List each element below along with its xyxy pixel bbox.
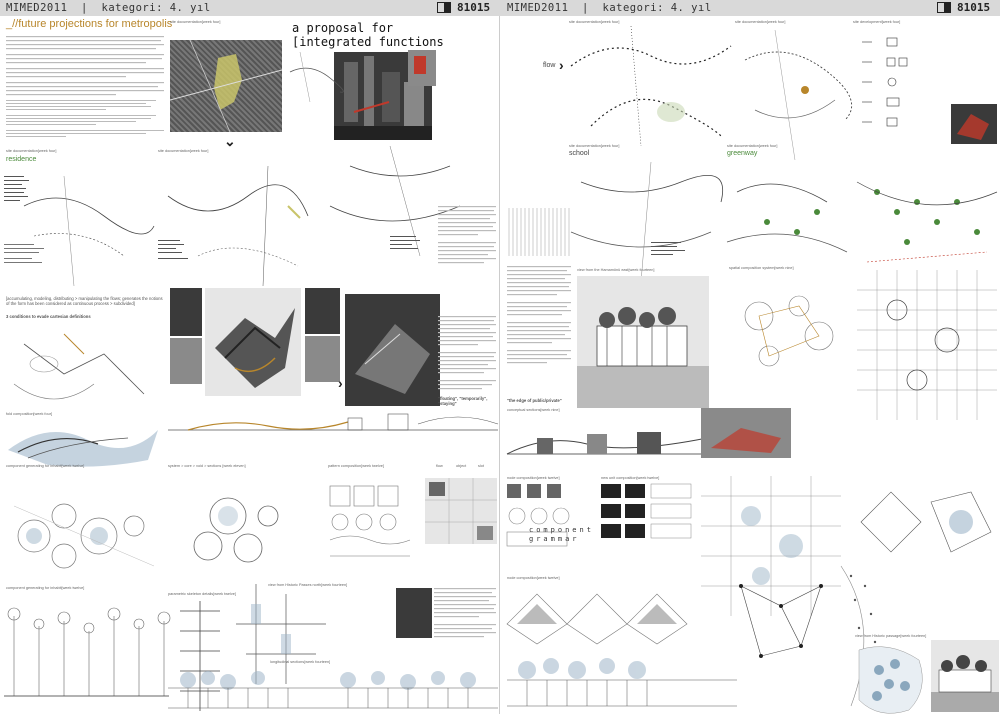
hatched-block xyxy=(509,208,571,256)
header-right-title: MIMED2011 | kategori: 4. yıl xyxy=(507,2,712,14)
unit-composition-grid xyxy=(601,484,701,574)
site-aerial-map xyxy=(170,40,282,132)
proposal-title: a proposal for [integrated functions xyxy=(292,21,444,49)
render-thumb-1 xyxy=(170,288,202,336)
component-grammar-label: component grammar xyxy=(529,526,594,543)
header-right-code xyxy=(937,1,990,14)
left-board xyxy=(0,16,499,714)
fold-sketches xyxy=(851,482,1000,572)
section-heading: component generating for inhabit[week twelve] xyxy=(6,464,85,468)
section-heading: node composition[week twelve] xyxy=(507,476,560,480)
flow-label: flow xyxy=(543,62,556,69)
arrow-down-icon: ⌄ xyxy=(224,133,236,149)
render-thumb-2 xyxy=(170,338,202,384)
flowing-text: "floating", "temporarily", "staying" xyxy=(438,396,488,407)
dotted-site-diagram xyxy=(735,30,850,160)
school-label: school xyxy=(569,150,590,157)
blue-bubble-plan xyxy=(849,640,929,714)
header-left xyxy=(6,0,211,16)
section-heading: fold composition[week four] xyxy=(6,412,53,416)
fold-composition-drawing xyxy=(8,420,158,470)
section-heading: site documentation[week four] xyxy=(569,20,620,24)
comp-word-slot: slot xyxy=(478,464,484,468)
section-heading: site documentation[week four] xyxy=(569,144,620,148)
main-title: _//future projections for metropolis xyxy=(6,18,173,30)
conceptual-section xyxy=(507,414,707,474)
section-heading: parametric skeleton details[week twelve] xyxy=(168,592,236,596)
section-heading: view from the Hamamönü east[week fourteen] xyxy=(577,268,655,272)
edge-title: "the edge of public/private" xyxy=(507,398,562,403)
grid-study-panel xyxy=(425,478,497,544)
render-thumb-3 xyxy=(305,288,340,334)
residence-flow-diagram xyxy=(4,166,154,291)
header-left-code-text: 81015 xyxy=(457,1,491,14)
section-heading: site development[week four] xyxy=(853,20,901,24)
detail-photo xyxy=(396,588,432,638)
header-left-code xyxy=(437,1,490,14)
section-heading: site documentation[week four] xyxy=(158,149,209,153)
bubble-diagram-left xyxy=(4,476,164,586)
section-model-photo xyxy=(701,408,791,458)
section-elevation-strip xyxy=(168,404,498,444)
bottom-elevation xyxy=(507,656,737,711)
system-diagram xyxy=(330,486,420,596)
site-sketch xyxy=(290,52,340,102)
section-heading: conceptual sections[week nine] xyxy=(507,408,560,412)
section-heading: system > core > void > sections [week eleven] xyxy=(168,464,246,468)
section-heading: spatial composition system[week nine] xyxy=(729,266,794,270)
render-dark-large xyxy=(345,294,440,406)
section-heading: pattern composition[week twelve] xyxy=(328,464,384,468)
residence-label: residence xyxy=(6,156,37,163)
text-column-bottom xyxy=(434,588,498,668)
hotel-flow-diagram xyxy=(158,166,308,291)
section-heading: new unit composition[week twelve] xyxy=(601,476,660,480)
text-column-left xyxy=(507,266,573,396)
model-photo-red xyxy=(951,104,997,144)
arrow-right-icon: › xyxy=(338,375,343,391)
arrow-right-icon: › xyxy=(559,57,564,73)
section-heading: view from Historic passage[week fourteen] xyxy=(855,634,927,638)
right-board xyxy=(501,16,1000,714)
school-diagram xyxy=(571,162,721,282)
comp-word-flow: flow xyxy=(436,464,443,468)
render-thumb-4 xyxy=(305,336,340,382)
section-heading: longitudinal sections[week fourteen] xyxy=(270,660,331,664)
greenway-diagram xyxy=(727,162,847,282)
red-sign-photo xyxy=(408,50,436,86)
section-heading: site documentation[week four] xyxy=(170,20,221,24)
greenway-label: greenway xyxy=(727,150,758,157)
code-box-icon xyxy=(937,2,951,13)
bubble-diagram-center xyxy=(168,476,323,586)
header-left-title: MIMED2011 | kategori: 4. yıl xyxy=(6,2,211,14)
cartesian-text: 3 conditions to evade cartesian definitions xyxy=(6,314,91,319)
accumulating-text: [accumulating, modeling, distributing > manipulating the flows; generates the notions of the form has been considered as continuous process > subdivided] xyxy=(6,296,163,307)
section-heading: site documentation[week four] xyxy=(727,144,778,148)
flow-dotted-diagram xyxy=(571,26,731,146)
network-diagram xyxy=(731,566,841,696)
comp-word-object: object xyxy=(456,464,467,468)
folding-units-sketch xyxy=(507,584,707,654)
section-heading: node composition[week twelve] xyxy=(507,576,560,580)
header-right xyxy=(507,0,712,16)
render-main xyxy=(205,288,301,396)
section-heading: site documentation[week four] xyxy=(6,149,57,153)
intro-text-lines xyxy=(6,36,166,156)
cartesian-sketch xyxy=(4,324,164,424)
longitudinal-section xyxy=(168,668,498,713)
section-heading: site documentation[week four] xyxy=(735,20,786,24)
code-box-icon xyxy=(437,2,451,13)
final-model-photo xyxy=(931,640,999,712)
spatial-composition-diagram xyxy=(729,276,849,386)
model-view-photo xyxy=(577,276,709,408)
section-heading: component generating for inhabit[week twelve] xyxy=(6,586,85,590)
component-grid-diagram xyxy=(507,484,597,564)
green-dot-diagram xyxy=(857,162,997,282)
header-right-code-text: 81015 xyxy=(957,1,991,14)
section-heading: view from Historic Passes north[week fourteen] xyxy=(268,583,348,587)
grid-pattern-drawing xyxy=(857,270,997,420)
header-bar xyxy=(0,0,1000,16)
text-column-right xyxy=(438,206,498,296)
tree-columns-drawing xyxy=(4,596,169,706)
